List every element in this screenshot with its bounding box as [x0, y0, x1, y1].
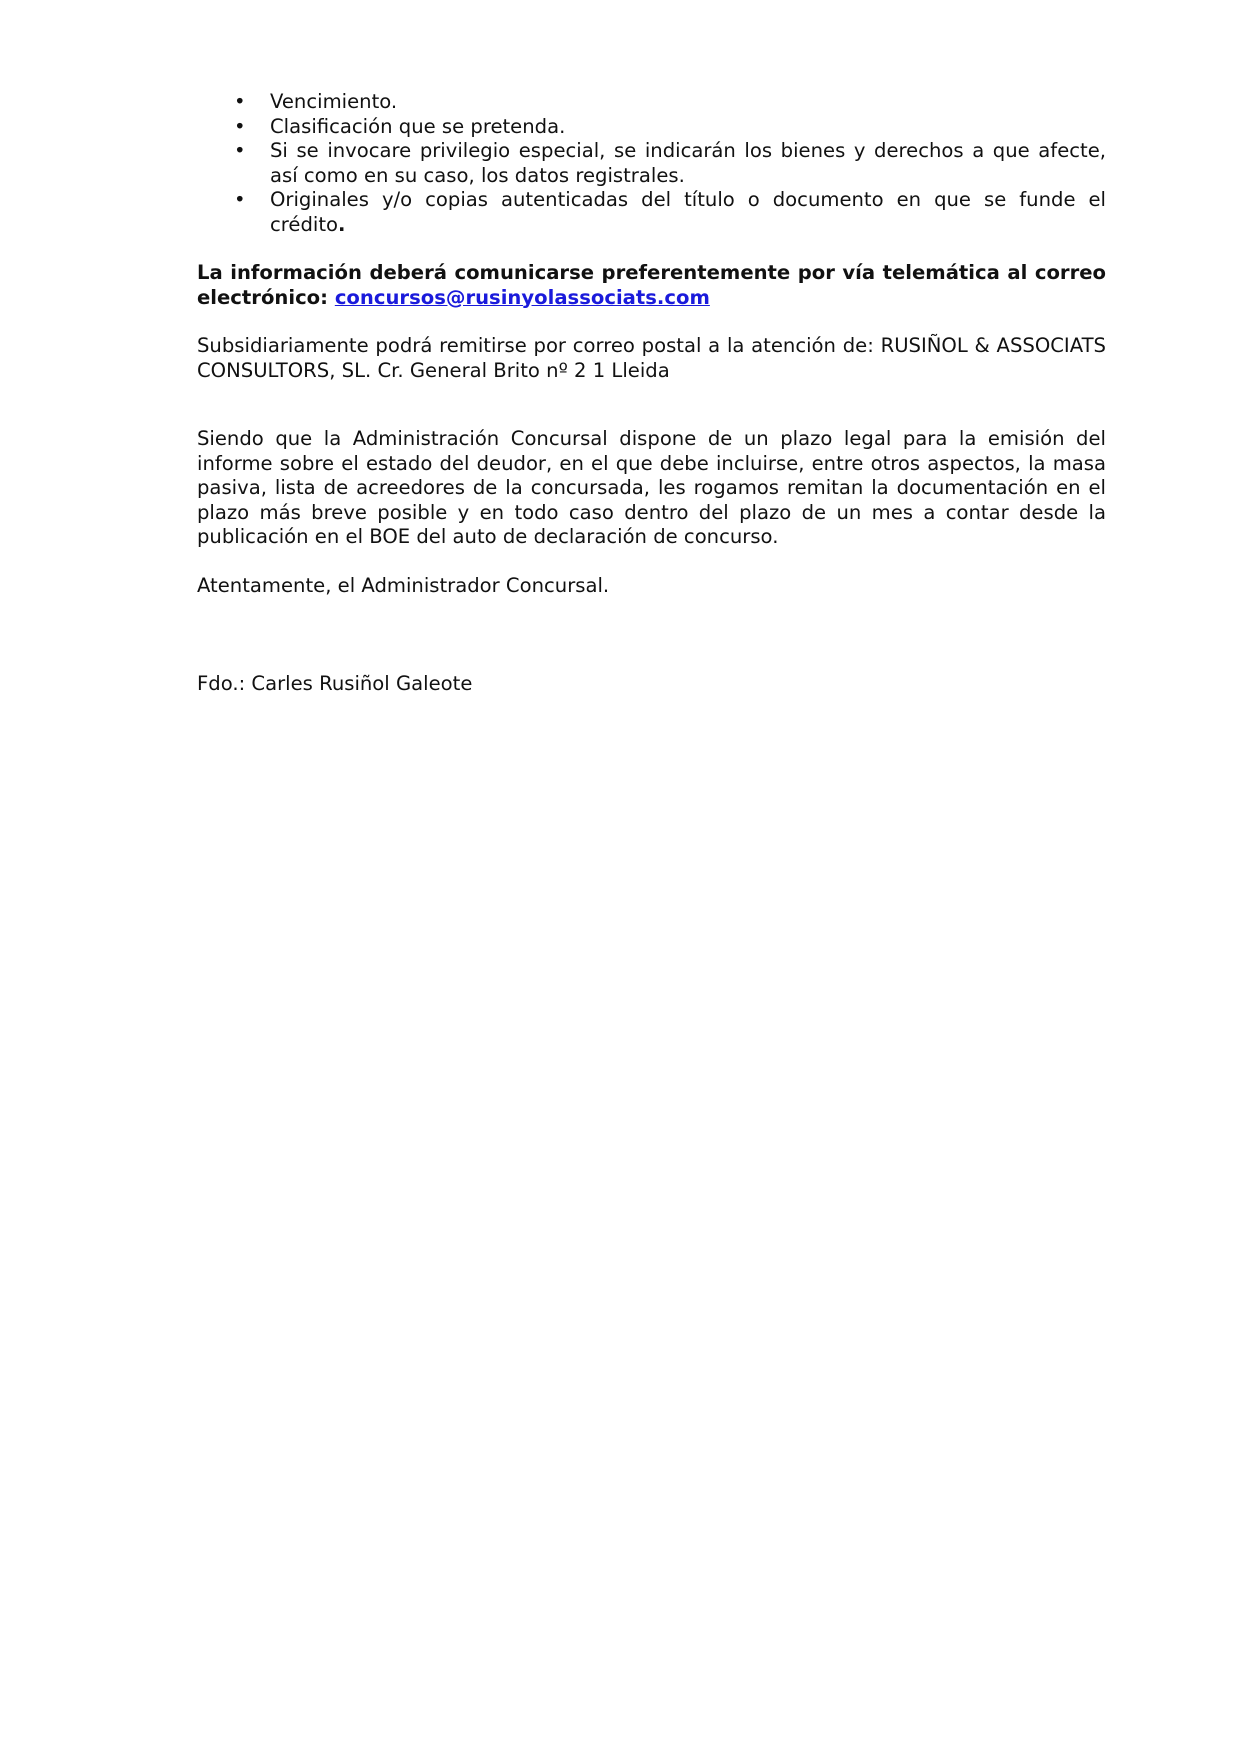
requirements-list [197, 90, 1106, 237]
document-body [197, 90, 1106, 697]
bullet-icon: • [234, 139, 246, 162]
list-item-text: Si se invocare privilegio especial, se indicarán los bienes y derechos a que afecte, así como en su caso, los datos registrales. [270, 139, 1106, 187]
deadline-paragraph: Siendo que la Administración Concursal dispone de un plazo legal para la emisión del informe sobre el estado del deudor, en el que debe incluirse, entre otros aspectos, la masa pasiva, lista de acreedores de la concursada, les rogamos remitan la documentación en el plazo más breve posible y en todo caso dentro del plazo de un mes a contar desde la publicación en el BOE del auto de declaración de concurso. [197, 427, 1106, 548]
closing-line: Atentamente, el Administrador Concursal. [197, 573, 610, 597]
list-item-text: Vencimiento. [270, 90, 398, 113]
list-item [197, 139, 1106, 188]
list-item-text: Originales y/o copias autenticadas del título o documento en que se funde el crédito [270, 188, 1106, 236]
list-item [197, 115, 1106, 140]
bullet-icon: • [234, 90, 246, 113]
info-paragraph [197, 261, 1106, 310]
bullet-icon: • [234, 114, 246, 138]
info-paragraph-text: La información deberá comunicarse preferentemente por vía telemática al correo electrónico: [197, 261, 1106, 309]
list-item [197, 188, 1106, 237]
list-item [197, 90, 1106, 115]
postal-paragraph: Subsidiariamente podrá remitirse por correo postal a la atención de: RUSIÑOL & ASSOCIATS CONSULTORS, SL. Cr. General Brito nº 2 1 Lleida [197, 334, 1106, 382]
list-item-suffix: . [338, 212, 346, 236]
email-link[interactable]: concursos@rusinyolassociats.com [334, 285, 710, 309]
signature-line: Fdo.: Carles Rusiñol Galeote [197, 672, 473, 695]
bullet-icon: • [234, 188, 246, 211]
list-item-text: Clasificación que se pretenda. [270, 114, 566, 138]
